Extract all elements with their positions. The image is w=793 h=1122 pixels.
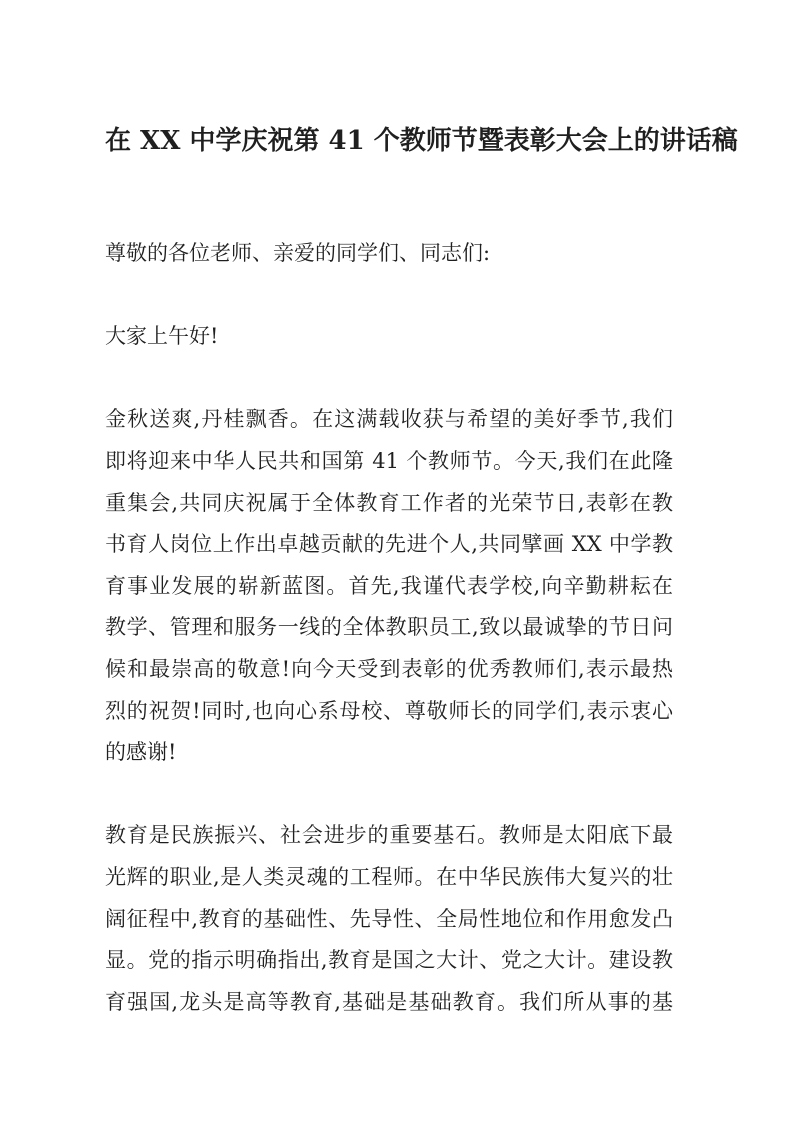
- text-line: 候和最崇高的敬意!向今天受到表彰的优秀教师们,表示最热: [105, 656, 673, 681]
- text-line: 的感谢!: [105, 740, 177, 765]
- text-line: 育事业发展的崭新蓝图。首先,我谨代表学校,向辛勤耕耘在: [105, 573, 673, 598]
- greeting: [105, 316, 673, 358]
- text-line: 阔征程中,教育的基础性、先导性、全局性地位和作用愈发凸: [105, 906, 673, 931]
- salutation: [105, 233, 673, 275]
- paragraph-1: [105, 399, 673, 773]
- document-body: [105, 233, 673, 1023]
- text-line: 烈的祝贺!同时,也向心系母校、尊敬师长的同学们,表示衷心: [105, 698, 673, 723]
- text-line: 光辉的职业,是人类灵魂的工程师。在中华民族伟大复兴的壮: [105, 864, 673, 889]
- paragraph-2: [105, 815, 673, 1023]
- text-line: 育强国,龙头是高等教育,基础是基础教育。我们所从事的基: [105, 989, 673, 1014]
- text-line: 教育是民族振兴、社会进步的重要基石。教师是太阳底下最: [105, 823, 673, 848]
- text-line: 显。党的指示明确指出,教育是国之大计、党之大计。建设教: [105, 948, 673, 973]
- text-line: 尊敬的各位老师、亲爱的同学们、同志们:: [105, 241, 491, 265]
- document-title: 在 XX 中学庆祝第 41 个教师节暨表彰大会上的讲话稿: [105, 126, 738, 156]
- text-line: 金秋送爽,丹桂飘香。在这满载收获与希望的美好季节,我们: [105, 407, 673, 432]
- text-line: 教学、管理和服务一线的全体教职员工,致以最诚挚的节日问: [105, 615, 673, 640]
- text-line: 书育人岗位上作出卓越贡献的先进个人,共同擘画 XX 中学教: [105, 532, 673, 557]
- text-line: 大家上午好!: [105, 324, 219, 349]
- text-line: 重集会,共同庆祝属于全体教育工作者的光荣节日,表彰在教: [105, 490, 673, 515]
- text-line: 即将迎来中华人民共和国第 41 个教师节。今天,我们在此隆: [105, 448, 673, 473]
